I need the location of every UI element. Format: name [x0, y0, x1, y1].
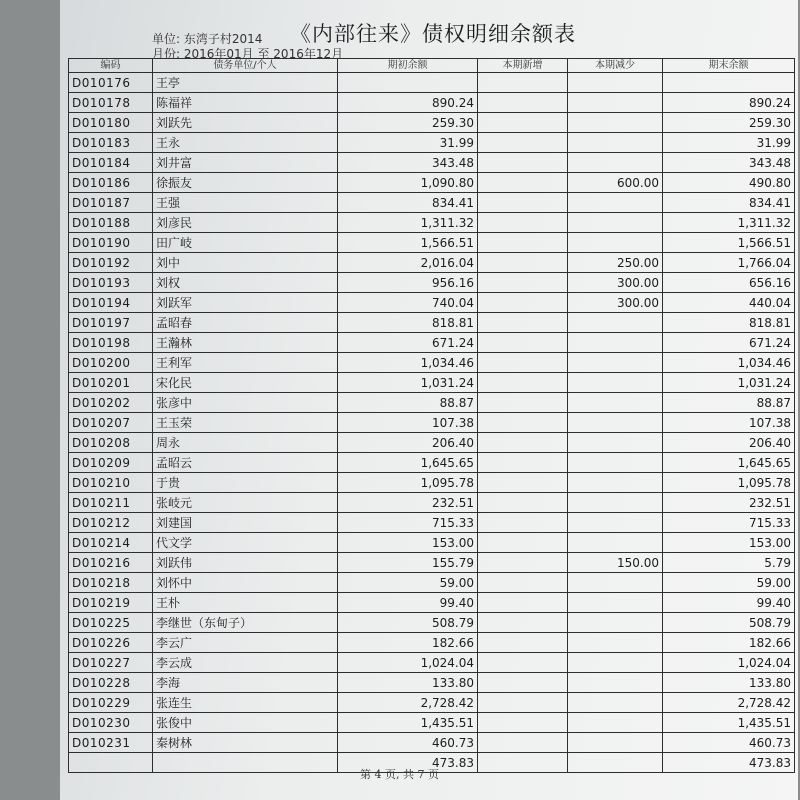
cell-reduced [568, 313, 663, 333]
table-row [69, 693, 795, 713]
cell-debtor: 孟昭春 [153, 313, 338, 333]
cell-added [478, 353, 568, 373]
cell-debtor: 田广岐 [153, 233, 338, 253]
cell-reduced [568, 213, 663, 233]
cell-debtor: 陈福祥 [153, 93, 338, 113]
cell-code: D010186 [69, 173, 153, 193]
cell-code: D010214 [69, 533, 153, 553]
cell-added [478, 173, 568, 193]
table-header-row [69, 59, 795, 73]
table-row [69, 653, 795, 673]
cell-debtor: 周永 [153, 433, 338, 453]
cell-added [478, 673, 568, 693]
table-row [69, 253, 795, 273]
table-row [69, 593, 795, 613]
cell-code: D010209 [69, 453, 153, 473]
cell-debtor: 刘怀中 [153, 573, 338, 593]
table-row [69, 573, 795, 593]
cell-closing-balance: 460.73 [663, 733, 795, 753]
cell-reduced [568, 613, 663, 633]
cell-opening-balance: 473.83 [338, 753, 478, 773]
cell-reduced [568, 233, 663, 253]
cell-opening-balance: 1,031.24 [338, 373, 478, 393]
cell-closing-balance: 133.80 [663, 673, 795, 693]
cell-reduced [568, 673, 663, 693]
cell-added [478, 133, 568, 153]
cell-added [478, 473, 568, 493]
cell-code: D010227 [69, 653, 153, 673]
cell-debtor: 王瀚林 [153, 333, 338, 353]
cell-opening-balance: 508.79 [338, 613, 478, 633]
cell-opening-balance: 818.81 [338, 313, 478, 333]
cell-code: D010219 [69, 593, 153, 613]
cell-debtor: 刘建国 [153, 513, 338, 533]
cell-opening-balance: 107.38 [338, 413, 478, 433]
cell-reduced [568, 733, 663, 753]
cell-closing-balance: 182.66 [663, 633, 795, 653]
cell-code: D010183 [69, 133, 153, 153]
table-row [69, 293, 795, 313]
cell-added [478, 333, 568, 353]
table-row [69, 333, 795, 353]
cell-reduced [568, 393, 663, 413]
cell-added [478, 653, 568, 673]
cell-code: D010192 [69, 253, 153, 273]
cell-added [478, 213, 568, 233]
cell-added [478, 693, 568, 713]
cell-debtor: 孟昭云 [153, 453, 338, 473]
cell-added [478, 493, 568, 513]
cell-reduced [568, 473, 663, 493]
cell-reduced [568, 533, 663, 553]
cell-closing-balance [663, 73, 795, 93]
cell-debtor: 刘彦民 [153, 213, 338, 233]
ledger-table [68, 58, 795, 773]
cell-debtor [153, 753, 338, 773]
header-reduced: 本期减少 [568, 59, 663, 73]
cell-reduced [568, 413, 663, 433]
cell-closing-balance: 1,645.65 [663, 453, 795, 473]
cell-added [478, 513, 568, 533]
cell-opening-balance: 1,311.32 [338, 213, 478, 233]
cell-code: D010226 [69, 633, 153, 653]
cell-opening-balance: 890.24 [338, 93, 478, 113]
cell-added [478, 393, 568, 413]
table-row [69, 313, 795, 333]
cell-added [478, 373, 568, 393]
cell-closing-balance: 1,766.04 [663, 253, 795, 273]
period-label: 月份: 2016年01月 至 2016年12月 [152, 47, 344, 61]
cell-added [478, 93, 568, 113]
cell-debtor: 刘井富 [153, 153, 338, 173]
table-row [69, 213, 795, 233]
cell-opening-balance: 715.33 [338, 513, 478, 533]
cell-code: D010187 [69, 193, 153, 213]
cell-closing-balance: 107.38 [663, 413, 795, 433]
cell-added [478, 253, 568, 273]
table-row [69, 733, 795, 753]
cell-debtor: 王亭 [153, 73, 338, 93]
cell-reduced [568, 433, 663, 453]
cell-reduced: 300.00 [568, 293, 663, 313]
cell-closing-balance: 715.33 [663, 513, 795, 533]
cell-opening-balance: 1,435.51 [338, 713, 478, 733]
cell-reduced [568, 693, 663, 713]
table-row [69, 153, 795, 173]
cell-debtor: 李云成 [153, 653, 338, 673]
cell-reduced: 300.00 [568, 273, 663, 293]
cell-closing-balance: 1,024.04 [663, 653, 795, 673]
cell-debtor: 刘权 [153, 273, 338, 293]
table-row [69, 673, 795, 693]
cell-opening-balance: 343.48 [338, 153, 478, 173]
cell-opening-balance: 31.99 [338, 133, 478, 153]
cell-reduced [568, 333, 663, 353]
table-row [69, 73, 795, 93]
cell-added [478, 153, 568, 173]
cell-closing-balance: 490.80 [663, 173, 795, 193]
cell-added [478, 573, 568, 593]
table-row [69, 533, 795, 553]
cell-closing-balance: 818.81 [663, 313, 795, 333]
cell-added [478, 553, 568, 573]
cell-code: D010184 [69, 153, 153, 173]
cell-added [478, 733, 568, 753]
cell-debtor: 宋化民 [153, 373, 338, 393]
cell-reduced [568, 193, 663, 213]
cell-reduced [568, 513, 663, 533]
cell-closing-balance: 1,031.24 [663, 373, 795, 393]
cell-debtor: 刘跃先 [153, 113, 338, 133]
cell-opening-balance: 1,024.04 [338, 653, 478, 673]
table-row [69, 713, 795, 733]
table-row [69, 373, 795, 393]
cell-reduced [568, 133, 663, 153]
cell-debtor: 张彦中 [153, 393, 338, 413]
cell-debtor: 张俊中 [153, 713, 338, 733]
header-closing-balance: 期末余额 [663, 59, 795, 73]
cell-added [478, 293, 568, 313]
cell-closing-balance: 232.51 [663, 493, 795, 513]
header-added: 本期新增 [478, 59, 568, 73]
cell-opening-balance: 2,016.04 [338, 253, 478, 273]
cell-reduced [568, 93, 663, 113]
cell-added [478, 753, 568, 773]
cell-debtor: 王永 [153, 133, 338, 153]
cell-opening-balance: 88.87 [338, 393, 478, 413]
cell-closing-balance: 99.40 [663, 593, 795, 613]
cell-closing-balance: 2,728.42 [663, 693, 795, 713]
cell-reduced: 250.00 [568, 253, 663, 273]
cell-closing-balance: 259.30 [663, 113, 795, 133]
cell-debtor: 王朴 [153, 593, 338, 613]
cell-added [478, 113, 568, 133]
cell-code: D010197 [69, 313, 153, 333]
cell-added [478, 593, 568, 613]
cell-debtor: 于贵 [153, 473, 338, 493]
cell-added [478, 413, 568, 433]
table-row [69, 193, 795, 213]
cell-reduced [568, 373, 663, 393]
cell-code: D010208 [69, 433, 153, 453]
cell-debtor: 李云广 [153, 633, 338, 653]
cell-closing-balance: 1,095.78 [663, 473, 795, 493]
header-opening-balance: 期初余额 [338, 59, 478, 73]
cell-opening-balance: 1,645.65 [338, 453, 478, 473]
cell-debtor: 张岐元 [153, 493, 338, 513]
cell-debtor: 李海 [153, 673, 338, 693]
page-footer: 第 4 页, 共 7 页 [360, 768, 439, 781]
ledger-table-body [69, 59, 795, 773]
unit-label: 单位: 东湾子村2014 [152, 32, 263, 46]
cell-reduced [568, 593, 663, 613]
cell-added [478, 233, 568, 253]
cell-debtor: 张连生 [153, 693, 338, 713]
cell-closing-balance: 671.24 [663, 333, 795, 353]
table-row [69, 453, 795, 473]
cell-code: D010194 [69, 293, 153, 313]
cell-closing-balance: 31.99 [663, 133, 795, 153]
table-row [69, 133, 795, 153]
cell-reduced [568, 573, 663, 593]
cell-closing-balance: 59.00 [663, 573, 795, 593]
ledger-page [60, 0, 798, 800]
cell-debtor: 秦树林 [153, 733, 338, 753]
cell-code: D010202 [69, 393, 153, 413]
cell-opening-balance: 155.79 [338, 553, 478, 573]
table-row [69, 433, 795, 453]
cell-code: D010200 [69, 353, 153, 373]
table-row [69, 113, 795, 133]
cell-reduced [568, 493, 663, 513]
cell-opening-balance: 1,095.78 [338, 473, 478, 493]
table-row [69, 93, 795, 113]
cell-code: D010210 [69, 473, 153, 493]
cell-code: D010178 [69, 93, 153, 113]
cell-opening-balance: 2,728.42 [338, 693, 478, 713]
cell-closing-balance: 1,566.51 [663, 233, 795, 253]
cell-code: D010216 [69, 553, 153, 573]
table-row [69, 513, 795, 533]
cell-code: D010188 [69, 213, 153, 233]
header-debtor: 债务单位/个人 [153, 59, 338, 73]
cell-opening-balance: 59.00 [338, 573, 478, 593]
cell-reduced [568, 713, 663, 733]
cell-closing-balance: 890.24 [663, 93, 795, 113]
cell-closing-balance: 473.83 [663, 753, 795, 773]
cell-added [478, 313, 568, 333]
cell-code: D010212 [69, 513, 153, 533]
cell-code [69, 753, 153, 773]
cell-debtor: 王强 [153, 193, 338, 213]
cell-debtor: 代文学 [153, 533, 338, 553]
cell-code: D010228 [69, 673, 153, 693]
cell-debtor: 刘跃军 [153, 293, 338, 313]
cell-closing-balance: 1,311.32 [663, 213, 795, 233]
document-title: 《内部往来》债权明细余额表 [290, 22, 576, 46]
cell-reduced [568, 153, 663, 173]
cell-closing-balance: 1,034.46 [663, 353, 795, 373]
cell-code: D010193 [69, 273, 153, 293]
cell-opening-balance: 99.40 [338, 593, 478, 613]
cell-added [478, 713, 568, 733]
cell-reduced [568, 653, 663, 673]
cell-closing-balance: 656.16 [663, 273, 795, 293]
cell-added [478, 193, 568, 213]
cell-code: D010230 [69, 713, 153, 733]
cell-code: D010176 [69, 73, 153, 93]
cell-added [478, 533, 568, 553]
cell-reduced [568, 353, 663, 373]
cell-reduced: 600.00 [568, 173, 663, 193]
table-row [69, 413, 795, 433]
table-row [69, 613, 795, 633]
cell-opening-balance: 133.80 [338, 673, 478, 693]
cell-debtor: 王玉荣 [153, 413, 338, 433]
cell-reduced [568, 753, 663, 773]
cell-closing-balance: 343.48 [663, 153, 795, 173]
cell-opening-balance: 153.00 [338, 533, 478, 553]
cell-added [478, 73, 568, 93]
cell-opening-balance: 1,566.51 [338, 233, 478, 253]
cell-opening-balance: 834.41 [338, 193, 478, 213]
cell-added [478, 633, 568, 653]
table-row [69, 173, 795, 193]
cell-opening-balance: 1,034.46 [338, 353, 478, 373]
cell-code: D010229 [69, 693, 153, 713]
cell-reduced [568, 453, 663, 473]
cell-code: D010198 [69, 333, 153, 353]
cell-debtor: 刘跃伟 [153, 553, 338, 573]
header-code: 编码 [69, 59, 153, 73]
cell-added [478, 453, 568, 473]
cell-opening-balance: 740.04 [338, 293, 478, 313]
cell-reduced [568, 73, 663, 93]
cell-added [478, 613, 568, 633]
cell-debtor: 李继世（东甸子） [153, 613, 338, 633]
cell-closing-balance: 206.40 [663, 433, 795, 453]
cell-added [478, 273, 568, 293]
cell-closing-balance: 1,435.51 [663, 713, 795, 733]
cell-closing-balance: 508.79 [663, 613, 795, 633]
cell-opening-balance: 671.24 [338, 333, 478, 353]
cell-code: D010207 [69, 413, 153, 433]
table-row [69, 353, 795, 373]
cell-code: D010225 [69, 613, 153, 633]
cell-code: D010180 [69, 113, 153, 133]
cell-added [478, 433, 568, 453]
cell-code: D010231 [69, 733, 153, 753]
table-row [69, 553, 795, 573]
cell-opening-balance [338, 73, 478, 93]
cell-code: D010201 [69, 373, 153, 393]
cell-reduced: 150.00 [568, 553, 663, 573]
cell-opening-balance: 1,090.80 [338, 173, 478, 193]
cell-code: D010211 [69, 493, 153, 513]
table-row [69, 233, 795, 253]
cell-opening-balance: 182.66 [338, 633, 478, 653]
table-row [69, 473, 795, 493]
cell-closing-balance: 440.04 [663, 293, 795, 313]
cell-code: D010218 [69, 573, 153, 593]
cell-closing-balance: 153.00 [663, 533, 795, 553]
cell-reduced [568, 633, 663, 653]
table-row [69, 633, 795, 653]
cell-closing-balance: 5.79 [663, 553, 795, 573]
table-row [69, 273, 795, 293]
cell-opening-balance: 956.16 [338, 273, 478, 293]
cell-closing-balance: 88.87 [663, 393, 795, 413]
cell-debtor: 刘中 [153, 253, 338, 273]
cell-code: D010190 [69, 233, 153, 253]
table-row [69, 493, 795, 513]
cell-reduced [568, 113, 663, 133]
cell-closing-balance: 834.41 [663, 193, 795, 213]
cell-debtor: 徐振友 [153, 173, 338, 193]
cell-opening-balance: 259.30 [338, 113, 478, 133]
cell-opening-balance: 206.40 [338, 433, 478, 453]
table-row [69, 393, 795, 413]
cell-opening-balance: 460.73 [338, 733, 478, 753]
cell-debtor: 王利军 [153, 353, 338, 373]
cell-opening-balance: 232.51 [338, 493, 478, 513]
